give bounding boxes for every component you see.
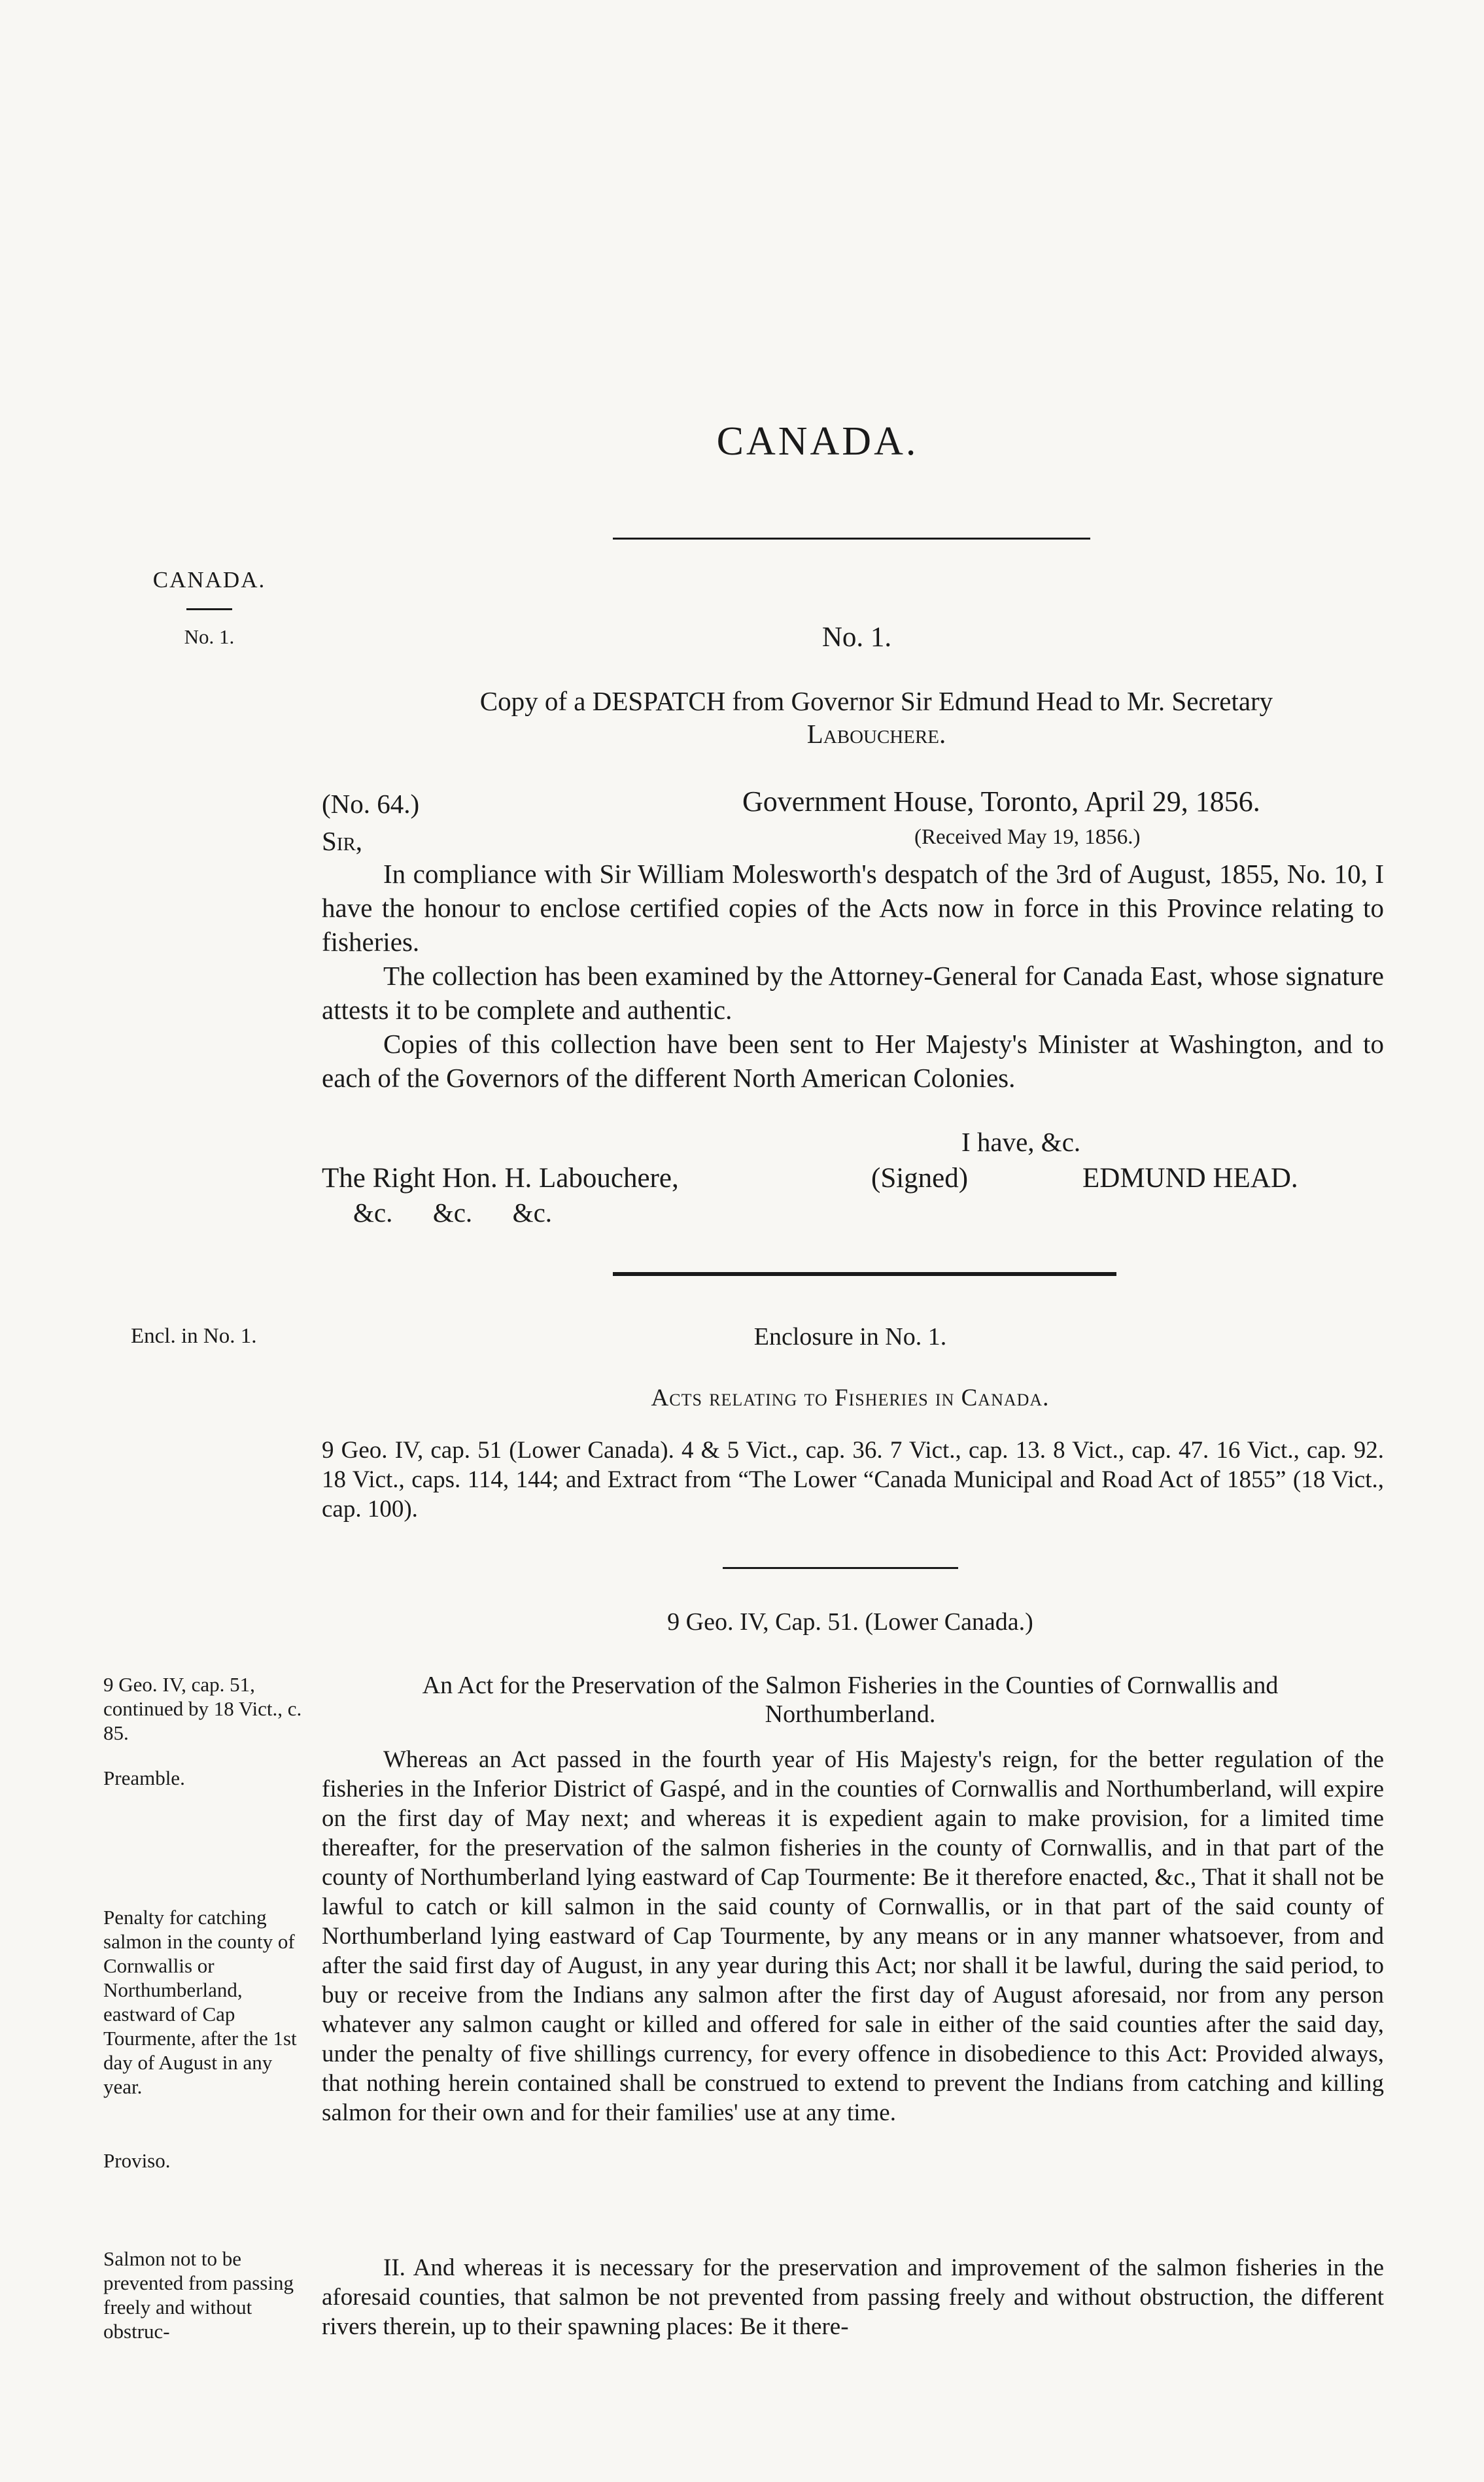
addressee-etc: &c. &c. &c. bbox=[353, 1198, 553, 1228]
despatch-ref: (No. 64.) bbox=[322, 789, 420, 819]
section-rule bbox=[613, 1272, 1116, 1276]
despatch-title-line2: Labouchere. bbox=[806, 719, 946, 749]
title-rule bbox=[613, 538, 1090, 540]
letter-paragraph: In compliance with Sir William Molesworth's despatch of the 3rd of August, 1855, No. 10, I have the honour to enclose certified copies of the Acts now in force in this Province relating to fisheries. bbox=[322, 859, 1384, 957]
despatch-title bbox=[307, 685, 1445, 750]
margin-heading: CANADA. bbox=[152, 567, 266, 593]
addressee: The Right Hon. H. Labouchere, bbox=[322, 1163, 679, 1194]
received-date: (Received May 19, 1856.) bbox=[914, 825, 1141, 849]
act-paragraph: Whereas an Act passed in the fourth year of His Majesty's reign, for the better regulation of the fisheries in the Inferior District of Gaspé, and in the counties of Cornwallis and Northumberland, will expire on the first day of May next; and whereas it is expedient again to make provision, for a limited time thereafter, for the preservation of the salmon fisheries in the county of Cornwallis, and in that part of the county of Northumberland lying eastward of Cap Tourmente: Be it therefore enacted, &c., That it shall not be lawful to catch or kill salmon in the said county of Cornwallis, or in that part of the said county of Northumberland lying eastward of Cap Tourmente, by any means or in any manner whatsoever, from and after the said first day of August, in any year during this Act; nor shall it be lawful, during the said period, to buy or receive from the Indians any salmon after the first day of August aforesaid, nor from any person whatever any salmon caught or killed and offered for sale in either of the said counties after the said day, under the penalty of five shillings currency, for every offence in disobedience to this Act: Provided always, that nothing herein contained shall be construed to extend to prevent the Indians from catching and killing salmon for their own and for their families' use at any time. bbox=[322, 1746, 1384, 2126]
enclosure-margin-label: Encl. in No. 1. bbox=[131, 1324, 257, 1348]
despatch-title-line1: Copy of a DESPATCH from Governor Sir Edmund Head to Mr. Secretary bbox=[479, 686, 1273, 716]
salutation: Sir, bbox=[322, 826, 363, 856]
act-title: An Act for the Preservation of the Salmon Fisheries in the Counties of Cornwallis and Northumberland. bbox=[422, 1672, 1279, 1728]
margin-preamble: Preamble. bbox=[103, 1767, 185, 1789]
despatch-number: No. 1. bbox=[821, 622, 892, 653]
closing: I have, &c. bbox=[961, 1127, 1081, 1157]
margin-salmon: Salmon not to be prevented from passing freely and without obstruc- bbox=[103, 2247, 294, 2343]
act-heading: 9 Geo. IV, Cap. 51. (Lower Canada.) bbox=[667, 1608, 1033, 1636]
enclosure-heading: Enclosure in No. 1. bbox=[753, 1323, 947, 1351]
margin-number: No. 1. bbox=[184, 625, 235, 648]
act-body bbox=[322, 1745, 1384, 2128]
signed-label: (Signed) bbox=[871, 1163, 969, 1194]
letter-paragraph: The collection has been examined by the Attorney-General for Canada East, whose signature attests it to be complete and authentic. bbox=[322, 961, 1384, 1025]
act-paragraph: II. And whereas it is necessary for the preservation and improvement of the salmon fisheries in the aforesaid counties, that salmon be not prevented from passing freely and without obstruction, the different rivers therein, up to their spawning places: Be it there- bbox=[322, 2254, 1384, 2340]
signature: EDMUND HEAD. bbox=[1082, 1163, 1298, 1194]
margin-proviso: Proviso. bbox=[103, 2149, 171, 2172]
margin-continued: 9 Geo. IV, cap. 51, continued by 18 Vict., c. 85. bbox=[103, 1673, 302, 1744]
place-date: Government House, Toronto, April 29, 1856. bbox=[742, 785, 1260, 818]
letter-paragraph: Copies of this collection have been sent to Her Majesty's Minister at Washington, and to each of the Governors of the different North American Colonies. bbox=[322, 1029, 1384, 1093]
acts-list-text: 9 Geo. IV, cap. 51 (Lower Canada). 4 & 5 Vict., cap. 36. 7 Vict., cap. 13. 8 Vict., cap. 47. 16 Vict., cap. 92. 18 Vict., caps. 114, 144; and Extract from “The Lower “Canada Municipal and Road Act of 1855” (18 Vict., cap. 100). bbox=[322, 1437, 1384, 1523]
letter-body bbox=[322, 857, 1384, 1095]
acts-rule bbox=[723, 1567, 958, 1569]
margin-heading-rule bbox=[186, 608, 232, 610]
act-body-2 bbox=[322, 2253, 1384, 2341]
page-title: CANADA. bbox=[716, 419, 919, 464]
acts-list bbox=[322, 1436, 1384, 1524]
margin-penalty: Penalty for catching salmon in the county of Cornwallis or Northumberland, eastward of Cap Tourmente, after the 1st day of August in any year. bbox=[103, 1906, 297, 2098]
acts-heading: Acts relating to Fisheries in Canada. bbox=[651, 1385, 1050, 1411]
